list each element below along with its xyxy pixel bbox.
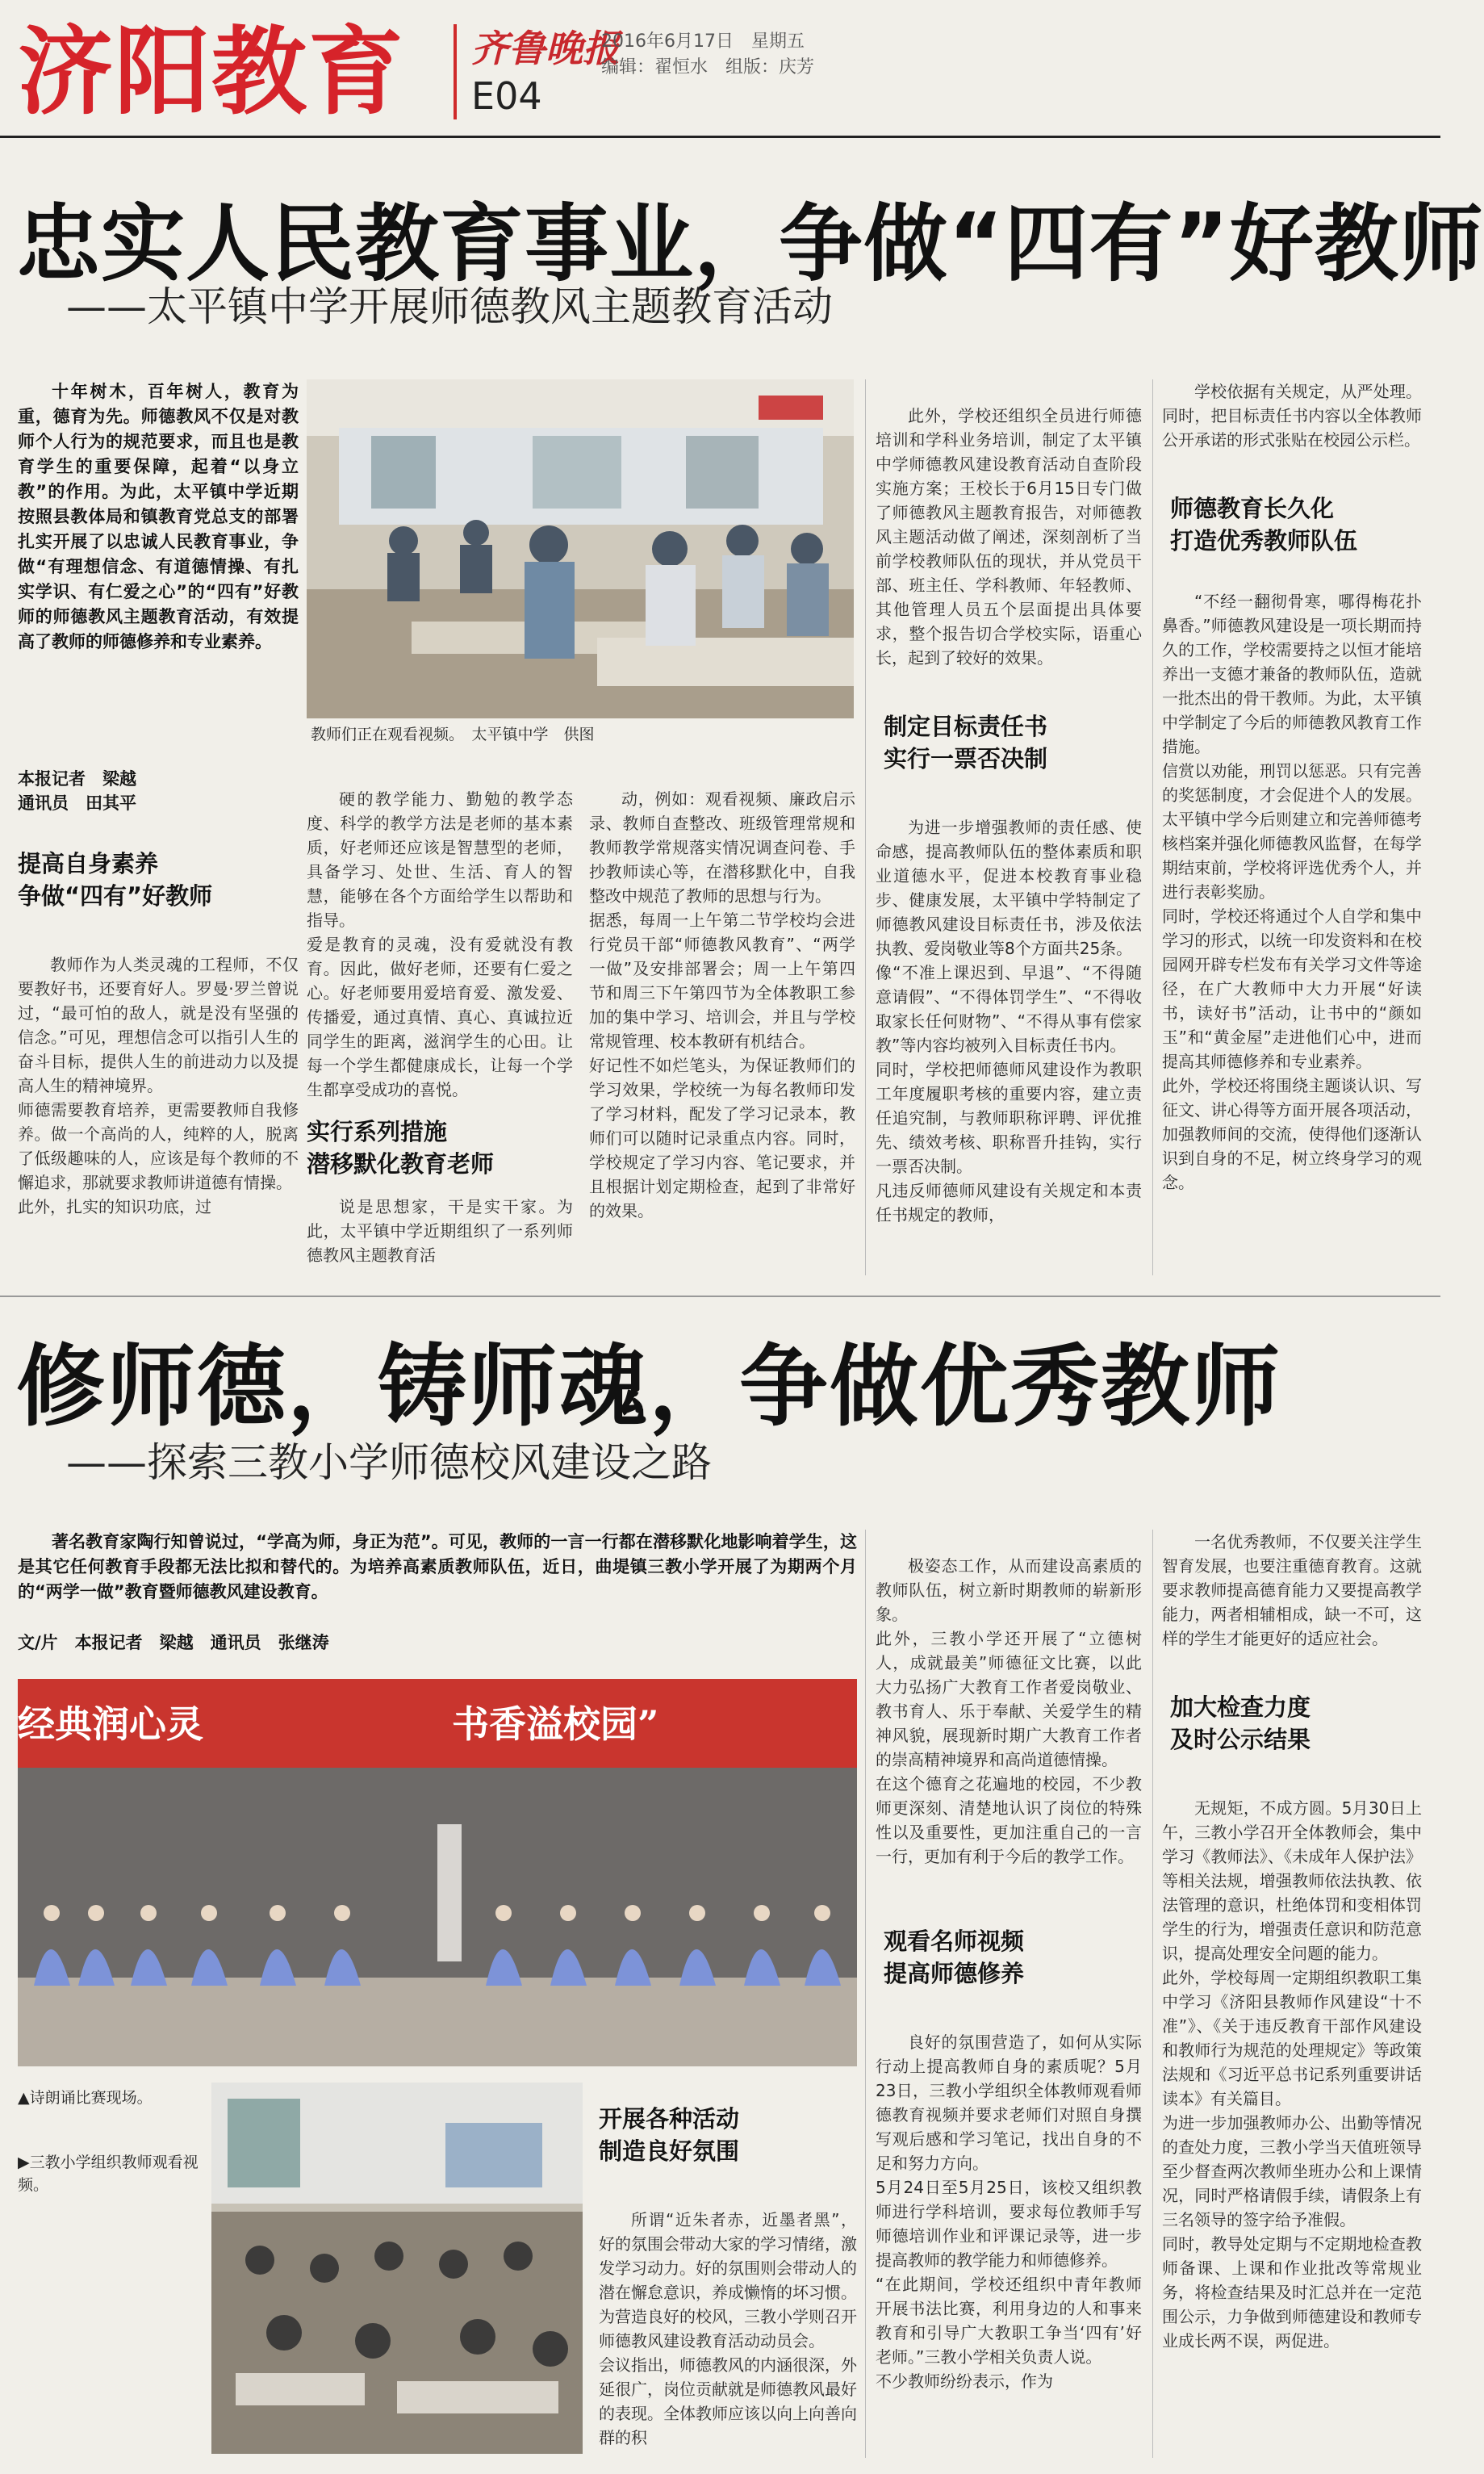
article1-column-4-tail-text: 为进一步增强教师的责任感、使命感，提高教师队伍的整体素质和职业道德水平，促进本校教育事业稳步、健康发展，太平镇中学特制定了师德教风建设目标责任书，涉及依法执教、爱岗敬业等8个方面共25条。 像“不准上课迟到、早退”、“不得随意请假”、“不得体罚学生”、“不得收取家长任何财物”、“不得从事有偿家教”等内容均被列入目标责任书内。 同时，学校把师德师风建设作为教职工年度履职考核的重要内容，建立责任追究制，与教师职称评聘、评优推先、绩效考核、职称晋升挂钩，实行一票否决制。 凡违反师德师风建设有关规定和本责任书规定的教师， [876, 818, 1142, 1224]
article-divider [0, 1296, 1440, 1297]
article2-column-3-text: 极姿态工作，从而建设高素质的教师队伍，树立新时期教师的崭新形象。 此外，三教小学还开展了“立德树人，成就最美”师德征文比赛，以此大力弘扬广大教育工作者爱岗敬业、教书育人、乐于奉献、关爱学生的精神风貌，展现新时期广大教育工作者的崇高精神境界和高尚道德情操。 在这个德育之花遍地的校园，不少教师更深刻、清楚地认识了岗位的特殊性以及重要性，更加注重自己的一言一行，更加有利于今后的教学工作。 [876, 1556, 1142, 1866]
article1-byline-correspondent: 通讯员 田其平 [18, 793, 136, 813]
article1-column-2-tail-text: 说是思想家，干是实干家。为此，太平镇中学近期组织了一系列师德教风主题教育活 [307, 1197, 573, 1265]
article2-column-4 [1162, 1772, 1422, 2458]
article2-subhead-1: 开展各种活动 制造良好氛围 [599, 2105, 740, 2165]
article2-column-3-tail-text: 良好的氛围营造了，如何从实际行动上提高教师自身的素质呢？5月23日，三教小学组织全体教师观看师德教育视频并要求老师们对照自身撰写观后感和学习笔记，找出自身的不足和努力方向。 5月24日至5月25日，该校又组织教师进行学科培训，要求每位教师手写师德培训作业和评课记录等，进一步提高教师的教学能力和师德修养。 “在此期间，学校还组织中青年教师开展书法比赛，利用身边的人和事来教育和引导广大教职工争当‘四有’好老师。”三教小学相关负责人说。 不少教师纷纷表示，作为 [876, 2032, 1142, 2391]
article2-subheadline: ——探索三教小学师德校风建设之路 [66, 1439, 712, 1486]
article1-column-5-top-text: 学校依据有关规定，从严处理。同时，把目标责任书内容以全体教师公开承诺的形式张贴在校园公示栏。 [1162, 382, 1422, 450]
newspaper-logo: 齐鲁晚报 [471, 27, 620, 70]
column-rule [1152, 379, 1153, 1275]
article1-column-2 [307, 763, 573, 1099]
article1-subhead-4: 师德教育长久化 打造优秀教师队伍 [1170, 495, 1358, 555]
article1-column-1-text: 教师作为人类灵魂的工程师，不仅要教好书，还要育好人。罗曼·罗兰曾说过，“最可怕的敌人，就是没有坚强的信念。”可见，理想信念可以指引人生的奋斗目标，提供人生的前进动力以及提高人生的精神境界。 师德需要教育培养，更需要教师自我修养。做一个高尚的人，纯粹的人，脱离了低级趣味的人，应该是每个教师的不懈追求，那就要求教师讲道德有情操。 此外，扎实的知识功底，过 [18, 955, 299, 1216]
masthead-divider [454, 24, 457, 119]
column-rule [865, 1530, 866, 2458]
article2-column-4-top [1162, 1530, 1422, 1679]
article1-column-5-top [1162, 379, 1422, 476]
article1-column-4-text: 此外，学校还组织全员进行师德培训和学科业务培训，制定了太平镇中学师德教风建设教育活动自查阶段实施方案；王校长于6月15日专门做了师德教风主题教育报告，对师德教风主题活动做了阐述，深刻剖析了当前学校教师队伍的现状，并从党员干部、班主任、学科教师、年轻教师、其他管理人员五个层面提出具体要求，整个报告切合学校实际，语重心长，起到了较好的效果。 [876, 406, 1142, 668]
column-rule [1152, 1530, 1153, 2458]
article1-byline-reporter: 本报记者 梁越 [18, 769, 136, 789]
article1-column-2-text: 硬的教学能力、勤勉的教学态度、科学的教学方法是老师的基本素质，好老师还应该是智慧型的老师，具备学习、处世、生活、育人的智慧，能够在各个方面给学生以帮助和指导。 爱是教育的灵魂，没有爱就没有教育。因此，做好老师，还要有仁爱之心。好老师要用爱培育爱、激发爱、传播爱，通过真情、真心、真诚拉近同学生的距离，滋润学生的心田。让每一个学生都健康成长，让每一个学生都享受成功的喜悦。 [307, 789, 573, 1099]
article2-subhead-3: 加大检查力度 及时公示结果 [1170, 1693, 1311, 1753]
article1-column-3 [589, 763, 855, 1275]
section-title: 济阳教育 [18, 15, 406, 128]
article2-byline: 文/片 本报记者 梁越 通讯员 张继涛 [18, 1633, 329, 1652]
article1-subhead-1: 提高自身素养 争做“四有”好教师 [18, 850, 213, 910]
page-number: E04 [471, 74, 542, 118]
article1-lead [18, 379, 299, 726]
article2-lead [18, 1530, 857, 1610]
masthead-rule [0, 136, 1440, 138]
article2-column-3-tail [876, 2006, 1142, 2458]
article1-column-2-tail [307, 1195, 573, 1275]
article1-column-3-text: 动，例如：观看视频、廉政启示录、教师自查整改、班级管理常规和教师教学常规落实情况调查问卷、手抄教师读心等，在潜移默化中，自我整改中规范了教师的思想与行为。 据悉，每周一上午第二节学校均会进行党员干部“师德教风教育”、“两学一做”及安排部署会；周一上午第四节和周三下午第四节为全体教职工参加的集中学习、培训会，并且与学校常规管理、校本教研有机结合。 好记性不如烂笔头，为保证教师们的学习效果，学校统一为每名教师印发了学习材料，配发了学习记录本，教师们可以随时记录重点内容。同时，学校规定了学习内容、笔记要求，并且根据计划定期检查，起到了非常好的效果。 [589, 789, 855, 1220]
issue-date: 2016年6月17日 星期五 [601, 31, 805, 52]
article2-column-3 [876, 1530, 1142, 1909]
editor-credit: 编辑：翟恒水 组版：庆芳 [601, 57, 815, 77]
article2-subhead-2: 观看名师视频 提高师德修养 [884, 1928, 1025, 1987]
article2-column-mid-text: 所谓“近朱者赤，近墨者黑”，好的氛围会带动大家的学习情绪，激发学习动力。好的氛围则会带动人的潜在懈怠意识，养成懒惰的坏习惯。为营造良好的校风，三教小学则召开师德教风建设教育活动动员会。 会议指出，师德教风的内涵很深，外延很广，岗位贡献就是师德教风最好的表现。全体教师应该以向上向善向群的积 [599, 2210, 857, 2447]
article1-headline: 忠实人民教育事业，争做“四有”好教师 [16, 195, 1484, 293]
article2-headline: 修师德，铸师魂，争做优秀教师 [16, 1335, 1281, 1438]
article1-column-5-text: “不经一翻彻骨寒，哪得梅花扑鼻香。”师德教风建设是一项长期而持久的工作，学校需要持之以恒才能培养出一支德才兼备的教师队伍，造就一批杰出的骨干教师。为此，太平镇中学制定了今后的师德教风教育工作措施。 信赏以劝能，刑罚以惩恶。只有完善的奖惩制度，才会促进个人的发展。太平镇中学今后则建立和完善师德考核档案并强化师德教风监督，在每学期结束前，学校将评选优秀个人，并进行表彰奖励。 同时，学校还将通过个人自学和集中学习的形式，以统一印发资料和在校园网开辟专栏发布有关学习文件等途径，在广大教师中大力开展“好读书，读好书”活动，让书中的“颜如玉”和“黄金屋”走进他们心中，进而提高其师德修养和专业素养。 此外，学校还将围绕主题谈认识、写征文、讲心得等方面开展各项活动，加强教师间的交流，使得他们逐渐认识到自身的不足，树立终身学习的观念。 [1162, 592, 1422, 1192]
banner-left-text: 经典润心灵 [18, 1702, 203, 1746]
article1-photo-caption: 教师们正在观看视频。 太平镇中学 供图 [311, 726, 595, 743]
article2-photo-video [211, 2083, 583, 2454]
article1-subhead-2: 实行系列措施 潜移默化教育老师 [307, 1118, 495, 1178]
article1-column-5 [1162, 565, 1422, 1275]
article2-column-mid [599, 2183, 857, 2458]
article1-subhead-3: 制定目标责任书 实行一票否决制 [884, 713, 1048, 772]
article2-column-4-text: 无规矩，不成方圆。5月30日上午，三教小学召开全体教师会，集中学习《教师法》、《未成年人保护法》等相关法规，增强教师依法执教、依法管理的意识，杜绝体罚和变相体罚学生的行为，增强责任意识和防范意识，提高处理安全问题的能力。 此外，学校每周一定期组织教职工集中学习《济阳县教师作风建设“十不准”》、《关于违反教育干部作风建设和教师行为规范的处理规定》等政策法规和《习近平总书记系列重要讲话读本》有关篇目。 为进一步加强教师办公、出勤等情况的查处力度，三教小学当天值班领导至少督查两次教师坐班办公和上课情况，同时严格请假手续，请假条上有三名领导的签字给予准假。 同时，教导处定期与不定期地检查教师备课、上课和作业批改等常规业务，将检查结果及时汇总并在一定范围公示，力争做到师德建设和教师专业成长两不误，两促进。 [1162, 1798, 1422, 2351]
article1-photo [307, 379, 854, 718]
column-rule [865, 379, 866, 1275]
article1-column-4 [876, 379, 1142, 702]
article2-lead-text: 著名教育家陶行知曾说过，“学高为师，身正为范”。可见，教师的一言一行都在潜移默化地影响着学生，这是其它任何教育手段都无法比拟和替代的。为培养高素质教师队伍，近日，曲堤镇三教小学开展了为期两个月的“两学一做”教育暨师德教风建设教育。 [18, 1532, 857, 1601]
article2-caption-recital: ▲诗朗诵比赛现场。 [18, 2089, 153, 2107]
article2-caption-video: ▶三教小学组织教师观看视频。 [18, 2154, 199, 2194]
article1-subheadline: ——太平镇中学开展师德教风主题教育活动 [66, 283, 833, 330]
article1-column-1 [18, 928, 299, 1275]
banner-right-text: 书香溢校园” [452, 1702, 659, 1746]
article2-column-4-top-text: 一名优秀教师，不仅要关注学生智育发展，也要注重德育教育。这就要求教师提高德育能力又要提高教学能力，两者相辅相成，缺一不可，这样的学生才能更好的适应社会。 [1162, 1532, 1422, 1648]
article1-column-4-tail [876, 791, 1142, 1275]
article1-lead-text: 十年树木，百年树人，教育为重，德育为先。师德教风不仅是对教师个人行为的规范要求，而且也是教育学生的重要保障，起着“以身立教”的作用。为此，太平镇中学近期按照县教体局和镇教育党总支的部署扎实开展了以忠诚人民教育事业，争做“有理想信念、有道德情操、有扎实学识、有仁爱之心”的“四有”好教师的师德教风主题教育活动，有效提高了教师的师德修养和专业素养。 [18, 382, 299, 651]
